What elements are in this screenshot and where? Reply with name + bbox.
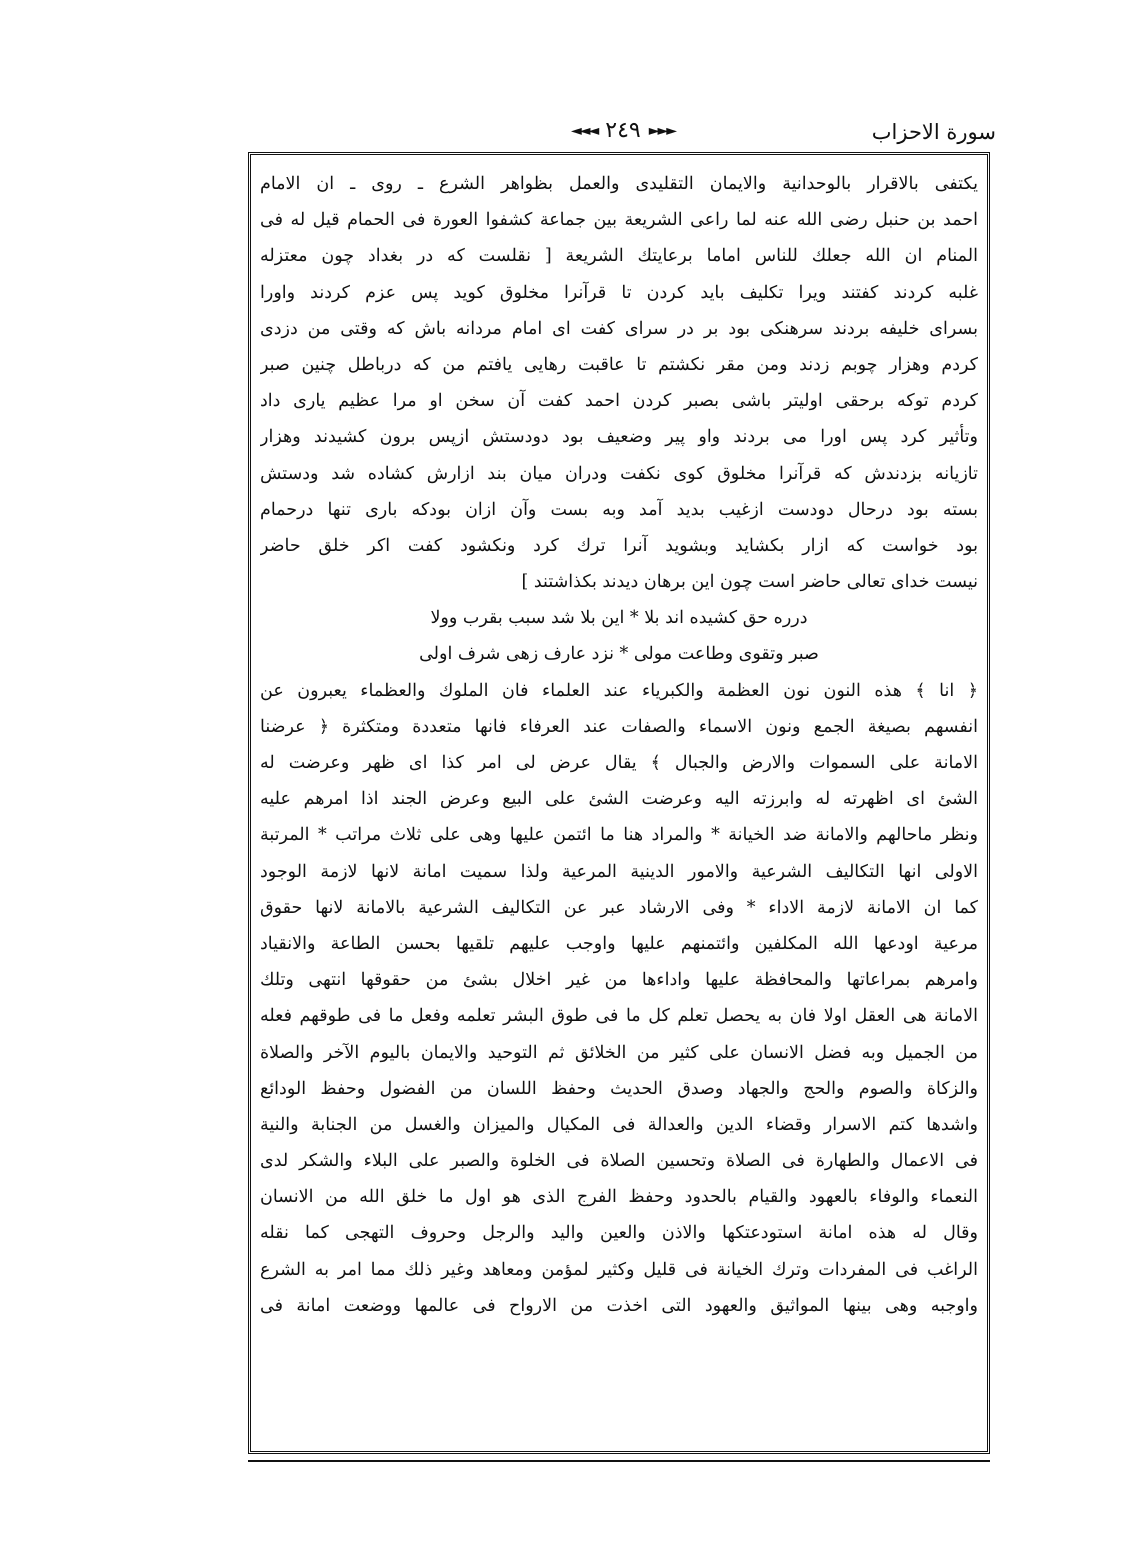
commentary-line: مرعية اودعها الله المكلفين وائتمنهم عليها واوجب عليهم تلقيها بحسن الطاعة والانقياد bbox=[260, 933, 978, 954]
body-line: بود خواست كه ازار بكشايد وبشويد آنرا ترك كرد ونكشود كفت اكر خلق حاضر bbox=[260, 535, 978, 556]
commentary-line: ونظر ماحالهم والامانة ضد الخيانة * والمراد هنا ما ائتمن عليها وهى على ثلاث مراتب * المرتبة bbox=[260, 825, 978, 846]
commentary-line: واشدها كتم الاسرار وقضاء الدين والعدالة فى المكيال والميزان والغسل من الجنابة والنية bbox=[260, 1114, 978, 1135]
body-line: تازيانه بزدندش كه قرآنرا مخلوق كوى نكفت ودران ميان بند ازارش كشاده شد ودستش bbox=[260, 463, 978, 484]
commentary-line: الامانة هى العقل اولا فان به يحصل تعلم كل ما فى طوق البشر تعلمه وفعل ما فى طوقهم فعله bbox=[260, 1006, 978, 1027]
commentary-line: والزكاة والصوم والحج والجهاد وصدق الحديث وحفظ اللسان من الفضول وحفظ الودائع bbox=[260, 1078, 978, 1099]
body-line: غلبه كردند كفتند ويرا تكليف بايد كردن تا قرآنرا مخلوق كويد پس عزم كردند واورا bbox=[260, 282, 978, 303]
verse-line: درره حق كشيده اند بلا * اين بلا شد سبب بقرب وولا bbox=[430, 608, 808, 629]
commentary-line: الراغب فى المفردات وترك الخيانة فى قليل وكثير لمؤمن ومعاهد وغير ذلك مما امر به الشرع bbox=[260, 1259, 978, 1280]
page-number bbox=[571, 118, 675, 143]
body-line: يكتفى بالاقرار بالوحدانية والايمان التقليدى والعمل بظواهر الشرع ـ روى ـ ان الامام bbox=[260, 174, 978, 194]
commentary-line: الاولى انها التكاليف الشرعية والامور الدينية المرعية ولذا سميت امانة لانها لازمة الوجود bbox=[260, 861, 978, 882]
body-line: وتأثير كرد پس اورا مى بردند واو پير وضعيف بود دودستش ازپس برون كشيدند وهزار bbox=[260, 427, 978, 448]
surah-title: سورة الاحزاب bbox=[871, 120, 996, 144]
commentary-line: النعماء والوفاء بالعهود والقيام بالحدود وحفظ الفرج الذى هو اول ما خلق الله من الانسان bbox=[260, 1187, 978, 1208]
page-body bbox=[260, 166, 978, 1324]
commentary-line: وقال له هذه امانة استودعتكها والاذن والعين واليد والرجل وحروف التهجى كما نقله bbox=[260, 1223, 978, 1244]
commentary-line: كما ان الامانة لازمة الاداء * وفى الارشاد عبر عن التكاليف الشرعية بالامانة لانها حقوق bbox=[260, 897, 978, 918]
body-line: بسته بود درحال دودست ازغيب بديد آمد وبه بست وآن ازان بودكه بارى تنها درحمام bbox=[260, 499, 978, 520]
body-line: احمد بن حنبل رضى الله عنه لما راعى الشريعة بين جماعة كشفوا العورة فى الحمام قيل له فى bbox=[260, 210, 978, 231]
left-ornament-icon: ◄◄◄ bbox=[570, 122, 598, 139]
commentary-line: واوجبه وهى بينها المواثيق والعهود التى اخذت من الارواح فى عالمها ووضعت امانة فى bbox=[260, 1295, 978, 1316]
commentary-line: فى الاعمال والطهارة فى الصلاة وتحسين الصلاة فى الخلوة والصبر على البلاء والشكر لدى bbox=[260, 1151, 978, 1172]
commentary-line: انفسهم بصيغة الجمع ونون الاسماء والصفات عند العرفاء فانها متعددة ومتكثرة ﴿ عرضنا bbox=[260, 716, 978, 737]
page-header bbox=[250, 118, 996, 152]
page-number-text: ٢٤٩ bbox=[605, 118, 641, 143]
commentary-line: من الجميل وبه فضل الانسان على كثير من الخلائق ثم التوحيد والايمان باليوم الآخر والصلاة bbox=[260, 1042, 978, 1063]
body-line: بسراى خليفه بردند سرهنكى بود بر در سراى كفت اى امام مردانه باش كه وقتى من دزدى bbox=[260, 318, 978, 339]
right-ornament-icon: ►►► bbox=[648, 122, 676, 139]
body-line: كردم وهزار چوبم زدند ومن مقر نكشتم تا عاقبت رهايى يافتم من كه درباطل چنين صبر bbox=[260, 354, 978, 375]
commentary-line: الامانة على السموات والارض والجبال ﴾ يقال عرض لى امر كذا اى ظهر وعرضت له bbox=[260, 753, 978, 773]
body-line: كردم توكه برحقى اوليتر باشى بصبر كردن احمد كفت آن سخن او مرا عظيم يارى داد bbox=[260, 391, 978, 412]
commentary-line: ﴿ انا ﴾ هذه النون نون العظمة والكبرياء عند العلماء فان الملوك والعظماء يعبرون عن bbox=[260, 680, 978, 701]
verse-line: صبر وتقوى وطاعت مولى * نزد عارف زهى شرف اولى bbox=[419, 644, 819, 665]
commentary-line: وامرهم بمراعاتها والمحافظة عليها واداءها من غير اخلال بشئ من حقوقها انتهى وتلك bbox=[260, 970, 978, 991]
bottom-rule bbox=[248, 1460, 990, 1462]
body-line: المنام ان الله جعلك للناس اماما برعايتك الشريعة [ نقلست كه در بغداد چون معتزله bbox=[260, 246, 978, 267]
commentary-line: الشئ اى اظهرته له وابرزته اليه وعرضت الشئ على البيع وعرض الجند اذا امرهم عليه bbox=[260, 789, 978, 810]
body-line: نيست خداى تعالى حاضر است چون اين برهان ديدند بكذاشتند ] bbox=[521, 572, 978, 593]
